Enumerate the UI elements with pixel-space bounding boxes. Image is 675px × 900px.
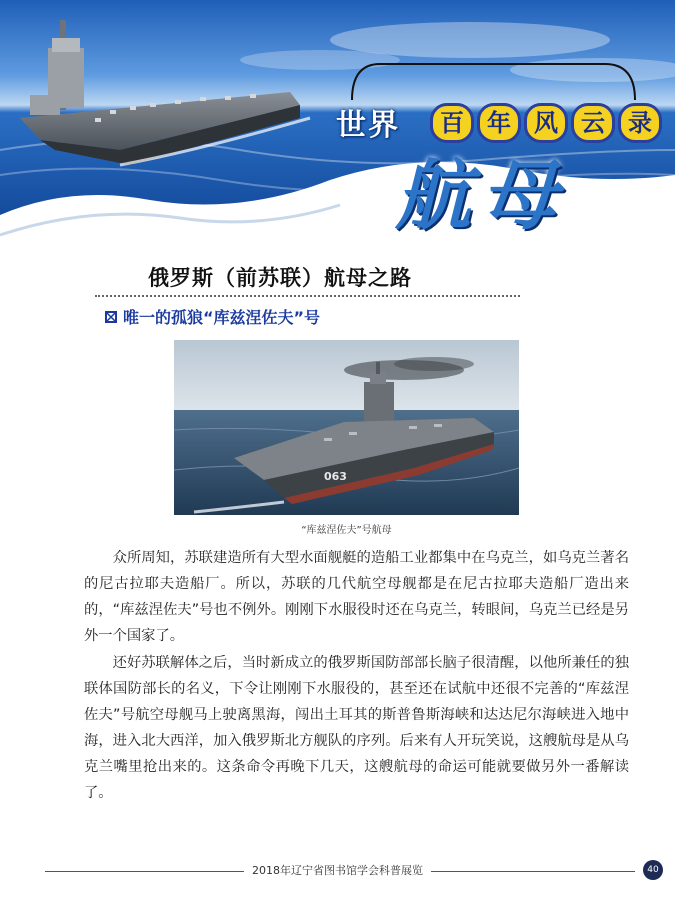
footer-text: 2018年辽宁省图书馆学会科普展览 [244, 864, 431, 877]
big-title: 航母 [395, 151, 567, 240]
carrier-photo [174, 340, 519, 515]
bullet-icon [105, 311, 117, 323]
body-paragraph: 还好苏联解体之后，当时新成立的俄罗斯国防部部长脑子很清醒，以他所兼任的独联体国防部长的名义，下令让刚刚下水服役的，甚至还在试航中还很不完善的“库兹涅佐夫”号航空母舰马上驶离黑海，闯出土耳其的斯普鲁斯海峡和达达尼尔海峡进入地中海，进入北大西洋，加入俄罗斯北方舰队的序列。后来有人开玩笑说，这艘航母是从乌克兰嘴里抢出来的。这条命令再晚下几天，这艘航母的命运可能就要做另外一番解读了。 [84, 655, 629, 801]
hull-number: 063 [324, 470, 347, 483]
title-pill: 云 [571, 103, 615, 143]
header-banner [0, 0, 675, 250]
title-pill: 百 [430, 103, 474, 143]
section-title: 俄罗斯（前苏联）航母之路 [148, 266, 412, 290]
page-footer [0, 858, 675, 900]
subsection-title-text: 唯一的孤狼“库兹涅佐夫”号 [123, 308, 321, 327]
title-pill: 录 [618, 103, 662, 143]
dotted-divider [95, 295, 520, 297]
photo-caption: “库兹涅佐夫”号航母 [301, 525, 392, 536]
title-frame-line [350, 60, 640, 105]
title-pill: 风 [524, 103, 568, 143]
page-number: 40 [643, 860, 663, 880]
series-label: 世界 [336, 108, 400, 143]
title-pill: 年 [477, 103, 521, 143]
subsection-title [105, 305, 320, 328]
body-paragraph: 众所周知，苏联建造所有大型水面舰艇的造船工业都集中在乌克兰，如乌克兰著名的尼古拉耶夫造船厂。所以，苏联的几代航空母舰都是在尼古拉耶夫造船厂造出来的，“库兹涅佐夫”号也不例外。刚刚下水服役时还在乌克兰，转眼间，乌克兰已经是另外一个国家了。 [84, 550, 629, 644]
